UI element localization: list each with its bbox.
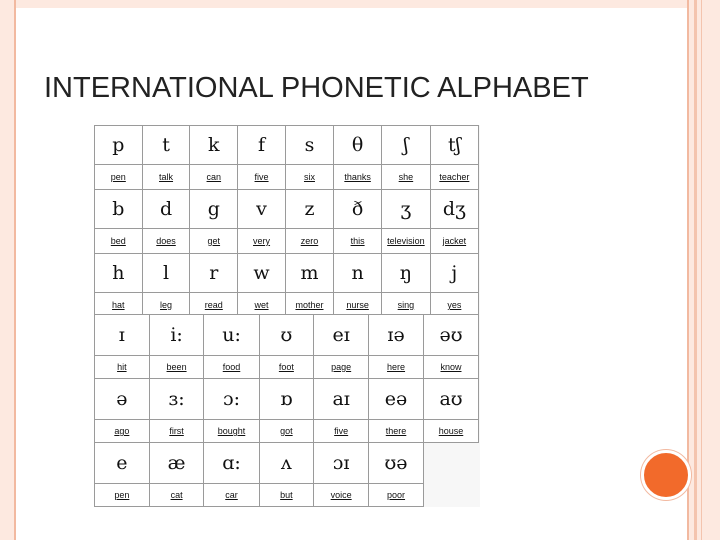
example-word: wet [238, 293, 286, 318]
example-word: very [238, 229, 286, 254]
ipa-symbol: æ [149, 443, 204, 484]
ipa-symbol: e [95, 443, 150, 484]
ipa-symbol: d [142, 190, 190, 229]
example-word: five [314, 420, 369, 443]
ipa-symbol: t [142, 126, 190, 165]
ipa-symbol: w [238, 254, 286, 293]
example-word: five [238, 165, 286, 190]
example-word: teacher [430, 165, 478, 190]
example-word: ago [95, 420, 150, 443]
example-word: talk [142, 165, 190, 190]
example-word: bed [95, 229, 143, 254]
example-word: bought [204, 420, 259, 443]
example-word: voice [314, 484, 369, 507]
slide-frame-right [687, 0, 720, 540]
consonant-symbol-row [95, 190, 479, 229]
example-word: yes [430, 293, 478, 318]
ipa-symbol: aʊ [424, 379, 479, 420]
slide-frame-top [14, 0, 687, 8]
consonant-symbol-row [95, 126, 479, 165]
example-word: zero [285, 229, 333, 254]
example-word: here [369, 356, 424, 379]
ipa-symbol: ɜ: [149, 379, 204, 420]
example-word: six [285, 165, 333, 190]
example-word: but [259, 484, 314, 507]
vowel-symbol-row [95, 379, 479, 420]
ipa-symbol: p [95, 126, 143, 165]
example-word: car [204, 484, 259, 507]
example-word: sing [382, 293, 431, 318]
ipa-symbol: ɒ [259, 379, 314, 420]
ipa-symbol: m [285, 254, 333, 293]
example-word: foot [259, 356, 314, 379]
example-word: been [149, 356, 204, 379]
frame-stripe-thin [701, 0, 702, 540]
example-word: pen [95, 165, 143, 190]
ipa-symbol: g [190, 190, 238, 229]
empty-cell [424, 443, 479, 484]
ipa-symbol: l [142, 254, 190, 293]
decorative-circle [641, 450, 691, 500]
example-word: get [190, 229, 238, 254]
ipa-symbol: ə [95, 379, 150, 420]
slide-frame-left [0, 0, 16, 540]
example-word: know [424, 356, 479, 379]
example-word: poor [369, 484, 424, 507]
example-word: thanks [334, 165, 382, 190]
example-word: got [259, 420, 314, 443]
ipa-symbol: k [190, 126, 238, 165]
ipa-symbol: r [190, 254, 238, 293]
example-word: nurse [334, 293, 382, 318]
ipa-symbol: ɪ [95, 315, 150, 356]
ipa-symbol: ʌ [259, 443, 314, 484]
ipa-symbol: s [285, 126, 333, 165]
example-word: house [424, 420, 479, 443]
ipa-symbol: tʃ [430, 126, 478, 165]
ipa-symbol: θ [334, 126, 382, 165]
vowel-table [94, 314, 479, 507]
example-word: food [204, 356, 259, 379]
example-word: read [190, 293, 238, 318]
ipa-chart-image [94, 125, 480, 507]
example-word: television [382, 229, 431, 254]
vowel-word-row [95, 356, 479, 379]
ipa-symbol: eɪ [314, 315, 369, 356]
ipa-symbol: u: [204, 315, 259, 356]
slide-title: INTERNATIONAL PHONETIC ALPHABET [44, 72, 589, 104]
ipa-symbol: h [95, 254, 143, 293]
ipa-symbol: eə [369, 379, 424, 420]
consonant-word-row [95, 165, 479, 190]
vowel-word-row [95, 420, 479, 443]
consonant-table [94, 125, 479, 318]
ipa-symbol: n [334, 254, 382, 293]
example-word: hat [95, 293, 143, 318]
ipa-symbol: ɔ: [204, 379, 259, 420]
example-word: pen [95, 484, 150, 507]
vowel-symbol-row [95, 443, 479, 484]
ipa-symbol: ʒ [382, 190, 431, 229]
ipa-symbol: z [285, 190, 333, 229]
example-word: she [382, 165, 431, 190]
ipa-symbol: ɑ: [204, 443, 259, 484]
vowel-symbol-row [95, 315, 479, 356]
frame-stripe [694, 0, 697, 540]
example-word: cat [149, 484, 204, 507]
consonant-word-row [95, 229, 479, 254]
ipa-symbol: ʊ [259, 315, 314, 356]
ipa-symbol: ð [334, 190, 382, 229]
ipa-symbol: v [238, 190, 286, 229]
example-word: jacket [430, 229, 478, 254]
ipa-symbol: ɪə [369, 315, 424, 356]
ipa-symbol: ŋ [382, 254, 431, 293]
ipa-symbol: ʃ [382, 126, 431, 165]
ipa-symbol: j [430, 254, 478, 293]
ipa-symbol: əʊ [424, 315, 479, 356]
example-word: can [190, 165, 238, 190]
ipa-symbol: f [238, 126, 286, 165]
example-word: hit [95, 356, 150, 379]
consonant-symbol-row [95, 254, 479, 293]
ipa-symbol: b [95, 190, 143, 229]
ipa-symbol: ɔɪ [314, 443, 369, 484]
example-word: this [334, 229, 382, 254]
ipa-symbol: i: [149, 315, 204, 356]
empty-cell [424, 484, 479, 507]
example-word: page [314, 356, 369, 379]
ipa-symbol: aɪ [314, 379, 369, 420]
example-word: mother [285, 293, 333, 318]
example-word: first [149, 420, 204, 443]
ipa-symbol: dʒ [430, 190, 478, 229]
example-word: does [142, 229, 190, 254]
vowel-word-row [95, 484, 479, 507]
example-word: there [369, 420, 424, 443]
example-word: leg [142, 293, 190, 318]
ipa-symbol: ʊə [369, 443, 424, 484]
